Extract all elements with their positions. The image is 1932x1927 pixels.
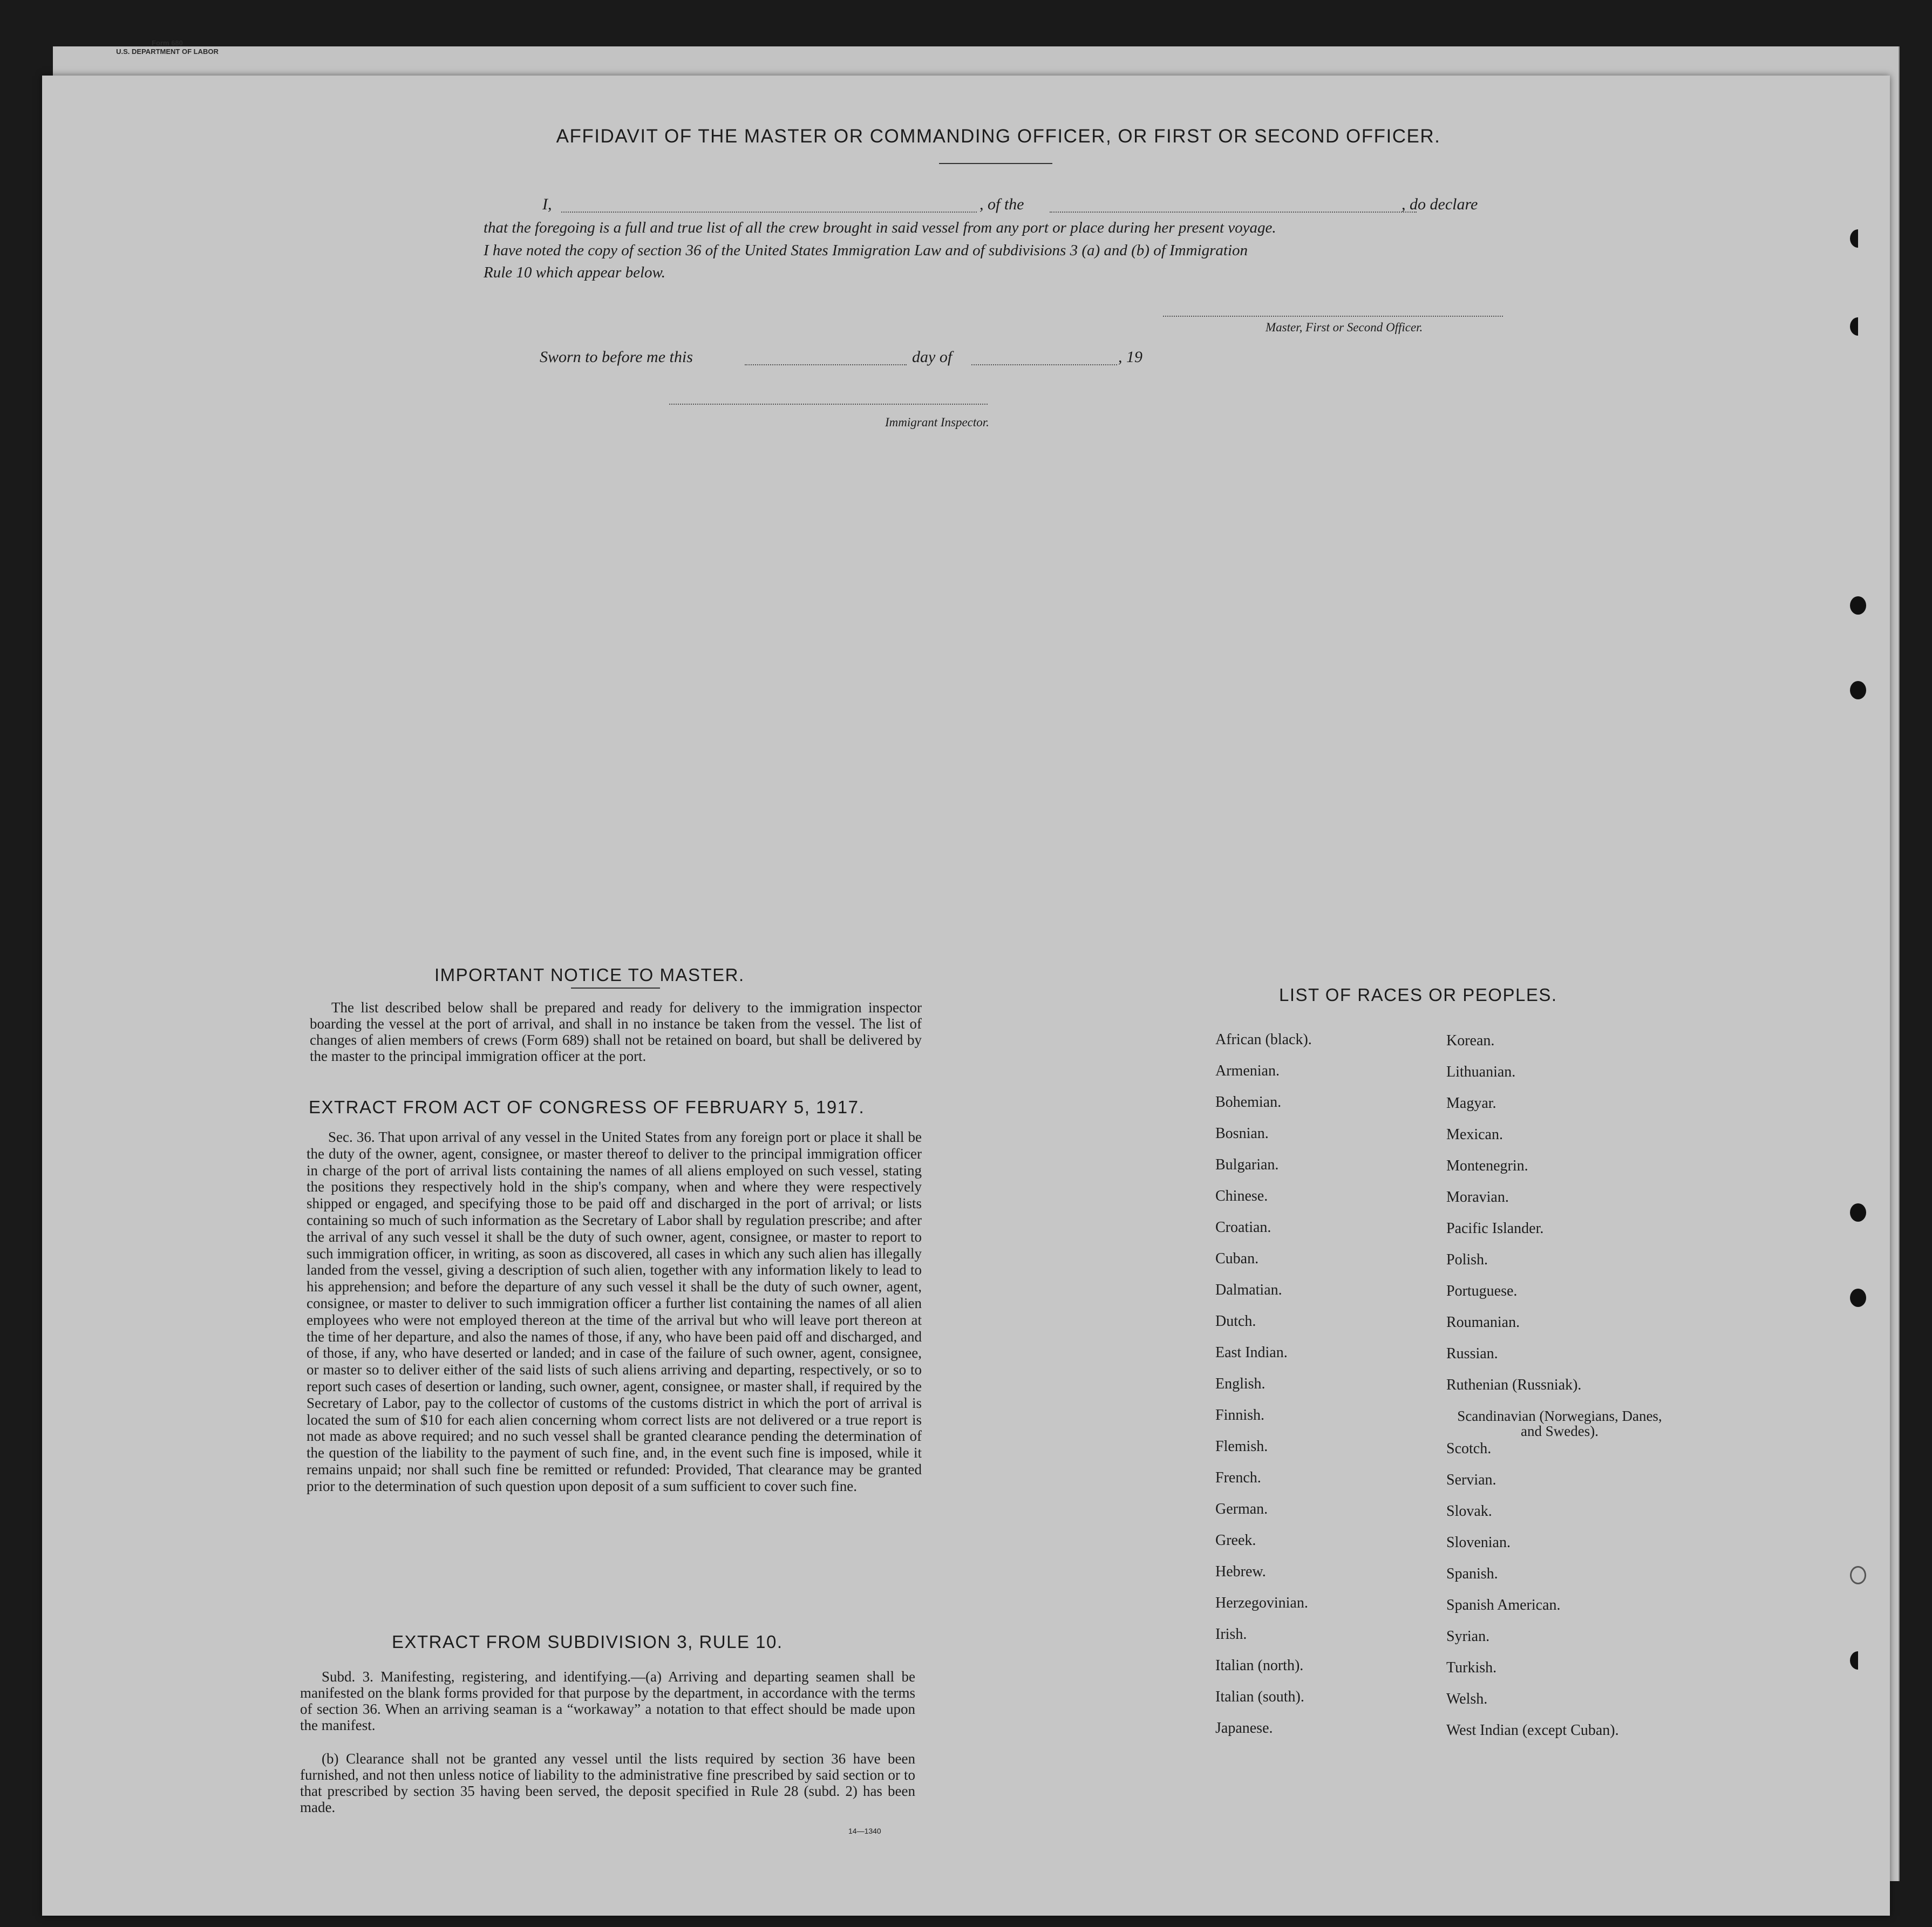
punch-hole (1850, 1651, 1866, 1670)
race-item: Cuban. (1215, 1250, 1259, 1267)
name-blank (561, 212, 977, 213)
race-item: Italian (north). (1215, 1657, 1304, 1674)
form-number: Form 680 (152, 39, 183, 47)
race-item: Turkish. (1446, 1659, 1497, 1676)
inspector-label: Immigrant Inspector. (885, 416, 989, 429)
inspector-signature-line (669, 404, 988, 405)
affidavit-title: AFFIDAVIT OF THE MASTER OR COMMANDING OFFICER, OR FIRST OR SECOND OFFICER. (556, 126, 1441, 147)
race-item: French. (1215, 1469, 1261, 1486)
race-item: Moravian. (1446, 1189, 1509, 1206)
race-item: Italian (south). (1215, 1688, 1304, 1705)
sworn-month-blank (971, 364, 1117, 365)
punch-hole (1850, 317, 1866, 336)
race-item: Spanish. (1446, 1565, 1498, 1582)
rule-para-b: (b) Clearance shall not be granted any vessel until the lists required by section 36 have been furnished, and not then unless notice of liability to the administrative fine prescribed by said section or to that prescribed by section 35 having been served, the deposit specified in Rule 28 (subd. 2) has been made. (300, 1751, 915, 1815)
rule-extract-title: EXTRACT FROM SUBDIVISION 3, RULE 10. (392, 1632, 783, 1652)
race-item: West Indian (except Cuban). (1446, 1722, 1619, 1739)
punch-hole (1850, 681, 1866, 699)
form-header (59, 39, 275, 56)
race-item: Herzegovinian. (1215, 1595, 1308, 1611)
sworn-day-blank (745, 364, 907, 365)
race-item: Armenian. (1215, 1063, 1280, 1079)
affidavit-declare: , do declare (1402, 195, 1478, 213)
vessel-blank (1050, 212, 1417, 213)
act-extract-title: EXTRACT FROM ACT OF CONGRESS OF FEBRUARY 5, 1917. (309, 1097, 865, 1117)
affidavit-i: I, (542, 195, 552, 213)
race-item: Irish. (1215, 1626, 1247, 1643)
act-extract-body: Sec. 36. That upon arrival of any vessel in the United States from any foreign port or place it shall be the duty of the owner, agent, consignee, or master thereof to deliver to the principal immigration officer in charge of the port of arrival lists containing the names of all aliens employed on such vessel, stating the positions they respectively hold in the ship's company, when and where they were respectively shipped or engaged, and specifying those to be paid off and discharged in the port of arrival; or lists containing so much of such information as the Secretary of Labor shall by regulation prescribe; and after the arrival of any such vessel it shall be the duty of such owner, agent, consignee, or master to report to such immigration officer, in writing, as soon as discovered, all cases in which any such alien has illegally landed from the vessel, giving a description of such alien, together with any information likely to lead to his apprehension; and before the departure of any such vessel it shall be the duty of such owner, agent, consignee, or master to deliver to such immigration officer a further list containing the names of all alien employees who were not employed thereon at the time of the arrival but who will leave port thereon at the time of her departure, and also the names of those, if any, who have been paid off and discharged, and of those, if any, who have deserted or landed; and in case of the failure of such owner, agent, consignee, or master so to deliver either of the said lists of such aliens arriving and departing, respectively, or so to report such cases of desertion or landing, such owner, agent, consignee, or master shall, if required by the Secretary of Labor, pay to the collector of customs of the customs district in which the port of arrival is located the sum of $10 for each alien concerning whom correct lists are not delivered or a true report is not made as above required; and no such vessel shall be granted clearance pending the determination of the question of the liability to the payment of such fine, and, in the event such fine is imposed, while it remains unpaid; nor shall such fine be remitted or refunded: Provided, That clearance may be granted prior to the determination of such question upon deposit of a sum sufficient to cover such fine. (307, 1129, 922, 1494)
punch-hole (1850, 229, 1866, 248)
race-item: Dalmatian. (1215, 1282, 1282, 1298)
race-item: Bosnian. (1215, 1125, 1269, 1142)
rule-para-a: Subd. 3. Manifesting, registering, and identifying.—(a) Arriving and departing seamen shall be manifested on the blank forms provided for that purpose by the department, in accordance with the terms of section 36. When an arriving seaman is a “workaway” a notation to that effect should be made upon the manifest. (300, 1669, 915, 1733)
race-item: Montenegrin. (1446, 1157, 1528, 1174)
race-item: Bulgarian. (1215, 1156, 1279, 1173)
race-item: Flemish. (1215, 1438, 1268, 1455)
race-item: Finnish. (1215, 1407, 1265, 1424)
print-code: 14—1340 (848, 1827, 881, 1835)
race-item: German. (1215, 1501, 1268, 1517)
punch-hole (1850, 1289, 1866, 1307)
sworn-prefix: Sworn to before me this (540, 348, 693, 366)
race-item: Spanish American. (1446, 1597, 1561, 1613)
notice-title-rule (571, 988, 660, 989)
race-item: East Indian. (1215, 1344, 1288, 1361)
race-item: English. (1215, 1376, 1266, 1392)
race-item: Magyar. (1446, 1095, 1496, 1112)
race-item: African (black). (1215, 1031, 1312, 1048)
race-item: Slovak. (1446, 1503, 1492, 1520)
race-item: Chinese. (1215, 1188, 1268, 1204)
race-item: Bohemian. (1215, 1094, 1282, 1111)
races-left-column (1215, 1032, 1312, 1752)
notice-title: IMPORTANT NOTICE TO MASTER. (434, 965, 745, 985)
race-item: Korean. (1446, 1032, 1495, 1049)
race-item: Syrian. (1446, 1628, 1490, 1645)
department-name: U.S. DEPARTMENT OF LABOR (116, 47, 219, 56)
affidavit-of-the: , of the (979, 195, 1024, 213)
race-item: Greek. (1215, 1532, 1256, 1549)
race-item: Ruthenian (Russniak). (1446, 1377, 1582, 1393)
affidavit-line-4: Rule 10 which appear below. (484, 264, 665, 281)
race-item: Scandinavian (Norwegians, Danes, and Swedes). (1457, 1408, 1662, 1439)
races-right-column (1446, 1033, 1673, 1754)
race-item: Mexican. (1446, 1126, 1503, 1143)
race-item: Pacific Islander. (1446, 1220, 1544, 1237)
race-item: Croatian. (1215, 1219, 1271, 1236)
race-item: Slovenian. (1446, 1534, 1511, 1551)
sworn-year: , 19 (1118, 348, 1142, 366)
race-item: Russian. (1446, 1345, 1498, 1362)
race-item: Polish. (1446, 1251, 1488, 1268)
race-item: Japanese. (1215, 1720, 1273, 1737)
notice-body: The list described below shall be prepared and ready for delivery to the immigration inspector boarding the vessel at the port of arrival, and shall in no instance be taken from the vessel. The list of changes of alien members of crews (Form 689) shall not be retained on board, but shall be delivered by the master to the principal immigration officer at the port. (310, 999, 922, 1064)
master-signature-line (1163, 316, 1503, 317)
punch-hole (1850, 1566, 1866, 1584)
affidavit-line-3: I have noted the copy of section 36 of the United States Immigration Law and of subdivisions 3 (a) and (b) of Immigration (484, 242, 1248, 259)
race-item: Dutch. (1215, 1313, 1256, 1330)
title-rule (939, 163, 1052, 164)
punch-hole (1850, 1203, 1866, 1222)
master-label: Master, First or Second Officer. (1266, 321, 1423, 334)
race-item: Portuguese. (1446, 1283, 1518, 1299)
race-item: Servian. (1446, 1472, 1496, 1488)
affidavit-line-2: that the foregoing is a full and true list of all the crew brought in said vessel from any port or place during her present voyage. (484, 219, 1276, 236)
race-item: Hebrew. (1215, 1563, 1266, 1580)
races-title: LIST OF RACES OR PEOPLES. (1279, 985, 1557, 1005)
race-item: Scotch. (1446, 1440, 1492, 1457)
race-item: Lithuanian. (1446, 1064, 1516, 1080)
race-item: Roumanian. (1446, 1314, 1520, 1331)
race-item: Welsh. (1446, 1691, 1488, 1707)
sworn-day-of: day of (912, 348, 953, 366)
punch-hole (1850, 596, 1866, 615)
